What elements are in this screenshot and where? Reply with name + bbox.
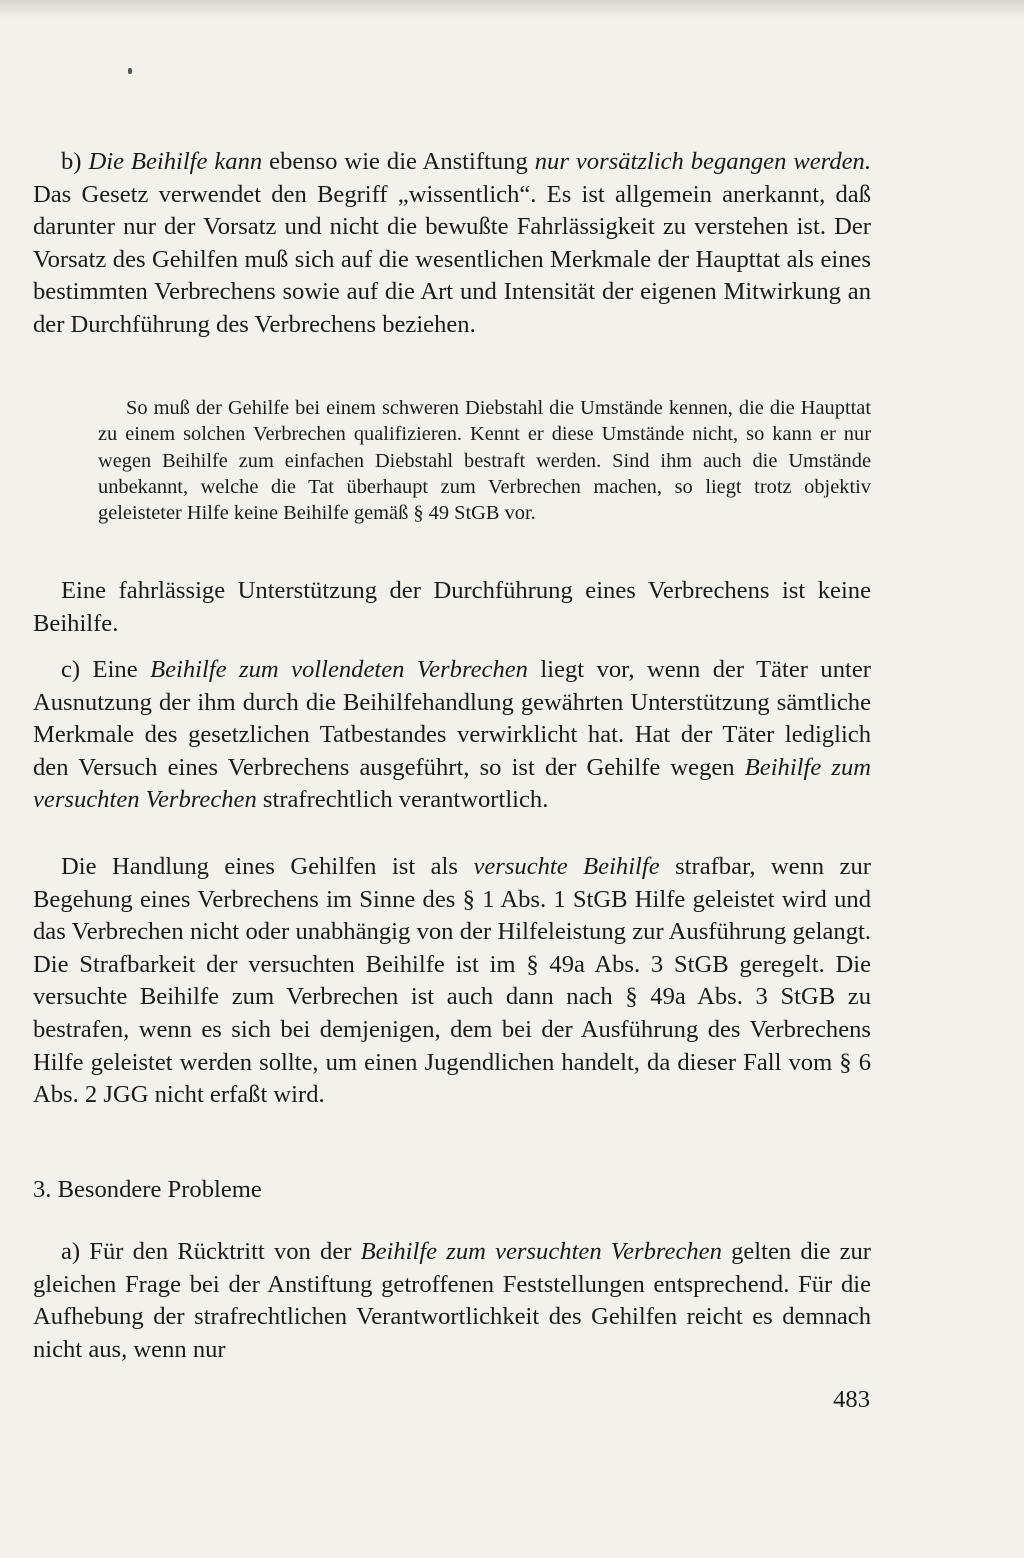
paragraph-attempted-text-2: strafbar, wenn zur Begehung eines Verbrechens im Sinne des § 1 Abs. 1 StGB Hilfe geleistet wird und das Verbrechen nicht oder unabhängig von der Hilfeleistung zur Ausführung gelangt. Die Strafbarkeit der versuchten Beihilfe ist im § 49a Abs. 3 StGB geregelt. Die versuchte Beihilfe zum Verbrechen ist auch dann nach § 49a Abs. 3 StGB zu bestrafen, wenn es sich bei demjenigen, dem bei der Ausführung des Verbrechens Hilfe geleistet werden sollte, um einen Jugendlichen handelt, da dieser Fall vom § 6 Abs. 2 JGG nicht erfaßt wird. (33, 853, 871, 1109)
page-top-edge-shadow (0, 0, 1024, 18)
example-note: So muß der Gehilfe bei einem schweren Diebstahl die Umstände kennen, die die Haupttat zu einem solchen Verbrechen qualifizieren. Kennt er diese Umstände nicht, so kann er nur wegen Beihilfe zum einfachen Diebstahl bestraft werden. Sind ihm auch die Umstände unbekannt, welche die Tat überhaupt zum Verbrechen machen, so liegt trotz objektiv geleisteter Hilfe keine Beihilfe gemäß § 49 StGB vor. (98, 397, 871, 525)
paragraph-c-text-1: liegt vor, wenn der Täter unter Ausnutzung der ihm durch die Beihilfehandlung gewährten Unterstützung sämtliche Merkmale des gesetzlichen Tatbestandes verwirklicht hat. Hat der Täter lediglich den Versuch eines Verbrechens ausgeführt, so ist der Gehilfe wegen (33, 656, 871, 781)
section-heading: 3. Besondere Probleme (33, 1176, 262, 1203)
paragraph-b-text-2: Das Gesetz verwendet den Begriff „wissentlich“. Es ist allgemein anerkannt, daß darunter nur der Vorsatz und nicht die bewußte Fahrlässigkeit zu verstehen ist. Der Vorsatz des Gehilfen muß sich auf die wesentlichen Merkmale der Haupttat als eines bestimmten Verbrechens sowie auf die Art und Intensität der eigenen Mitwirkung an der Durchführung des Verbrechens beziehen. (33, 180, 871, 338)
page-number: 483 (833, 1386, 870, 1413)
paragraph-c-emphasis-1: Beihilfe zum vollendeten Verbrechen (150, 656, 528, 683)
paragraph-attempted-assistance (33, 851, 871, 1112)
paragraph-a-emphasis: Beihilfe zum versuchten Verbrechen (360, 1238, 722, 1265)
paragraph-b-text-1: ebenso wie die Anstiftung (269, 148, 528, 175)
paragraph-c (33, 654, 871, 817)
paragraph-b (33, 146, 871, 342)
paragraph-c-marker: c) Eine (61, 656, 138, 683)
paragraph-attempted-emphasis: versuchte Beihilfe (473, 853, 660, 880)
paragraph-c-text-2: strafrechtlich verantwortlich. (262, 786, 549, 814)
paragraph-b-emphasis-1: Die Beihilfe kann (88, 148, 263, 175)
paragraph-negligence: Eine fahrlässige Unterstützung der Durchführung eines Verbrechens ist keine Beihilfe. (33, 577, 871, 637)
paragraph-b-marker: b) (61, 148, 82, 175)
paragraph-attempted-text-1: Die Handlung eines Gehilfen ist als (61, 853, 458, 880)
paragraph-a (33, 1236, 871, 1366)
paragraph-b-emphasis-2: nur vorsätzlich begangen werden. (534, 148, 871, 175)
paragraph-c-emphasis-2: Beihilfe zum versuchten Verbrechen (33, 753, 872, 814)
print-speck (128, 68, 132, 74)
paragraph-a-text: gelten die zur gleichen Frage bei der Anstiftung getroffenen Feststellungen entsprechend. Für die Aufhebung der strafrechtlichen Verantwortlichkeit des Gehilfen reicht es demnach nicht aus, wenn nur (33, 1238, 871, 1363)
paragraph-a-marker: a) Für den Rücktritt von der (61, 1238, 352, 1265)
